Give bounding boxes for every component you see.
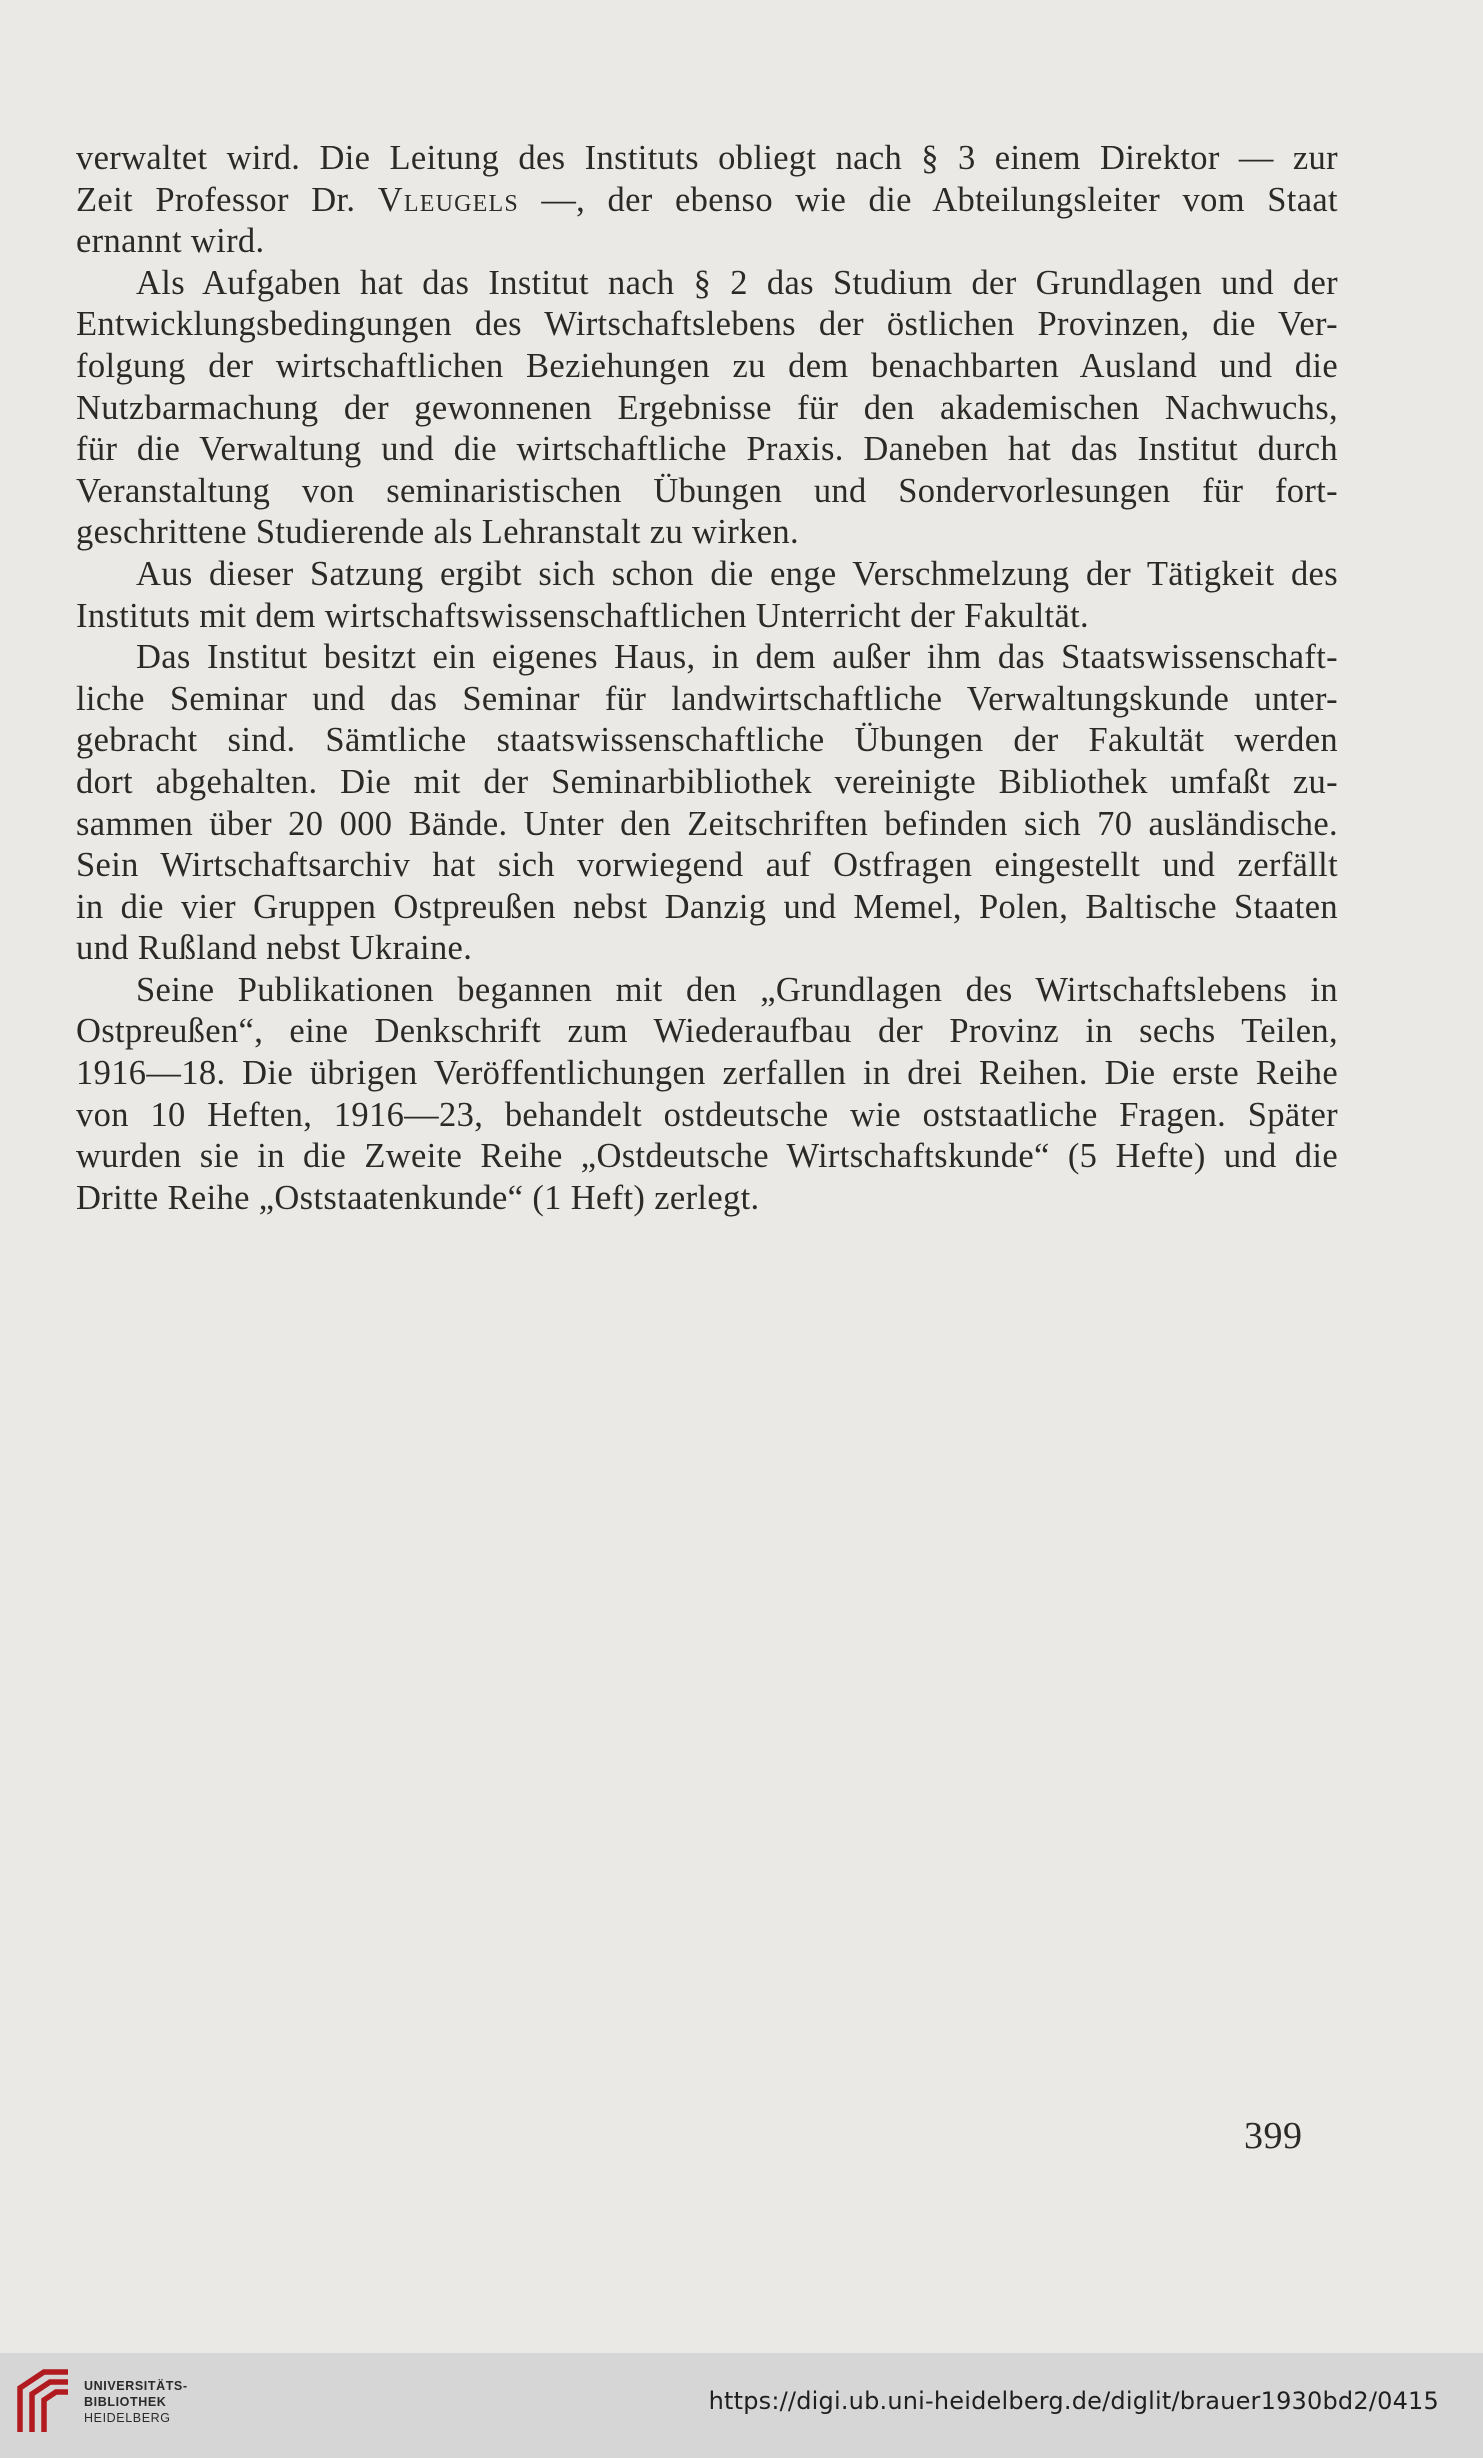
text-line: von 10 Heften, 1916—23, behandelt ostdeutsche wie oststaatliche Fragen. Später (76, 1095, 1338, 1134)
text-line: Dritte Reihe „Oststaatenkunde“ (1 Heft) zerlegt. (76, 1178, 760, 1217)
text-line: Nutzbarmachung der gewonnenen Ergebnisse für den akademischen Nachwuchs, (76, 388, 1338, 427)
text-line: 1916—18. Die übrigen Veröffentlichungen zerfallen in drei Reihen. Die erste Reihe (76, 1054, 1338, 1093)
text-line: Veranstaltung von seminaristischen Übungen und Sondervorlesungen für fort- (76, 471, 1338, 510)
text-line (76, 180, 1338, 222)
text-fragment: Zeit Professor Dr. (76, 180, 378, 219)
source-url-link[interactable]: https://digi.ub.uni-heidelberg.de/diglit/brauer1930bd2/0415 (708, 2387, 1439, 2415)
ub-heidelberg-logo-icon[interactable] (14, 2364, 74, 2438)
library-name-line: HEIDELBERG (84, 2411, 171, 2425)
text-fragment: —, der ebenso wie die Abteilungsleiter vom Staat (518, 180, 1338, 219)
text-line: Entwicklungsbedingungen des Wirtschaftslebens der östlichen Provinzen, die Ver- (76, 305, 1338, 344)
text-line: verwaltet wird. Die Leitung des Instituts obliegt nach § 3 einem Direktor — zur (76, 139, 1338, 177)
text-line: Als Aufgaben hat das Institut nach § 2 das Studium der Grundlagen und der (136, 263, 1338, 302)
text-line: und Rußland nebst Ukraine. (76, 929, 473, 968)
library-name-line: BIBLIOTHEK (84, 2395, 167, 2409)
text-line: folgung der wirtschaftlichen Beziehungen zu dem benachbarten Ausland und die (76, 346, 1338, 385)
text-line: für die Verwaltung und die wirtschaftliche Praxis. Daneben hat das Institut durch (76, 430, 1338, 469)
page-number: 399 (1244, 2115, 1303, 2157)
text-line: sammen über 20 000 Bände. Unter den Zeitschriften befinden sich 70 ausländische. (76, 804, 1338, 843)
text-line: dort abgehalten. Die mit der Seminarbibliothek vereinigte Bibliothek umfaßt zu- (76, 762, 1338, 801)
text-line: wurden sie in die Zweite Reihe „Ostdeutsche Wirtschaftskunde“ (5 Hefte) und die (76, 1137, 1338, 1176)
text-line: gebracht sind. Sämtliche staatswissenschaftliche Übungen der Fakultät werden (76, 721, 1338, 760)
text-line: Das Institut besitzt ein eigenes Haus, in dem außer ihm das Staatswissenschaft- (136, 638, 1338, 677)
text-line: Instituts mit dem wirtschaftswissenschaftlichen Unterricht der Fakultät. (76, 596, 1090, 635)
text-line: geschrittene Studierende als Lehranstalt zu wirken. (76, 513, 799, 552)
text-line: in die vier Gruppen Ostpreußen nebst Danzig und Memel, Polen, Baltische Staaten (76, 887, 1338, 926)
library-name-line: UNIVERSITÄTS- (84, 2379, 188, 2393)
library-name (84, 2378, 188, 2426)
body-text (76, 138, 1338, 1219)
text-line: Seine Publikationen begannen mit den „Grundlagen des Wirtschaftslebens in (136, 970, 1338, 1009)
text-line: ernannt wird. (76, 222, 265, 261)
text-line: Ostpreußen“, eine Denkschrift zum Wiederaufbau der Provinz in sechs Teilen, (76, 1012, 1338, 1051)
author-name: Vleugels (377, 180, 519, 219)
text-line: liche Seminar und das Seminar für landwirtschaftliche Verwaltungskunde unter- (76, 679, 1338, 718)
text-line: Aus dieser Satzung ergibt sich schon die enge Verschmelzung der Tätigkeit des (136, 554, 1338, 593)
text-line: Sein Wirtschaftsarchiv hat sich vorwiegend auf Ostfragen eingestellt und zerfällt (76, 846, 1338, 885)
